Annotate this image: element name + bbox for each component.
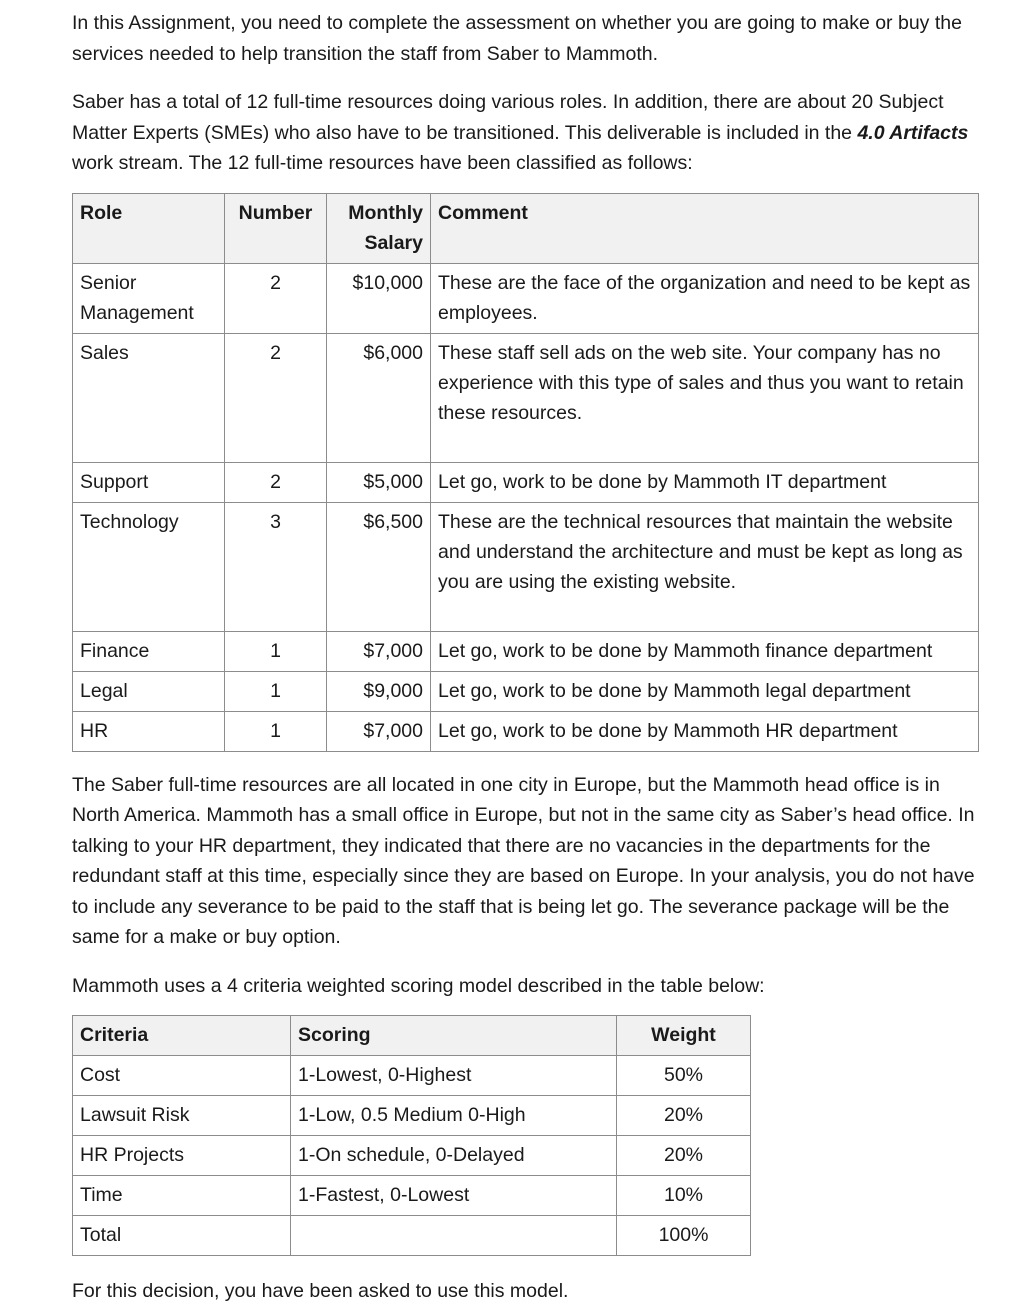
artifacts-emphasis: 4.0 Artifacts [857, 121, 969, 144]
cell-number: 1 [225, 631, 327, 671]
table-row [73, 502, 979, 631]
header-monthly-salary-line1: Monthly [348, 201, 423, 224]
middle-paragraph: The Saber full-time resources are all located in one city in Europe, but the Mammoth head office is in North America. Mammoth has a small office in Europe, but not in the same city as Saber’s head office. In talking to your HR department, they indicated that there are no vacancies in the departments for the redundant staff at this time, especially since they are based on Europe. In your analysis, you do not have to include any severance to be paid to the staff that is being let go. The severance package will be the same for a make or buy option. [72, 773, 975, 948]
cell-salary: $6,000 [327, 333, 431, 462]
cell-criteria: Time [73, 1176, 291, 1216]
cell-number: 2 [225, 333, 327, 462]
cell-salary: $7,000 [327, 711, 431, 751]
cell-weight: 100% [617, 1216, 751, 1256]
table-row [73, 1176, 751, 1216]
intro-paragraph-2-part2: work stream. The 12 full-time resources have been classified as follows: [72, 152, 693, 174]
table-row [73, 711, 979, 751]
cell-scoring [291, 1216, 617, 1256]
table-row [73, 1136, 751, 1176]
cell-role: Senior Management [73, 263, 225, 333]
cell-comment: These are the face of the organization and need to be kept as employees. [431, 263, 979, 333]
cell-salary: $9,000 [327, 671, 431, 711]
header-weight: Weight [617, 1016, 751, 1056]
cell-salary: $5,000 [327, 462, 431, 502]
cell-comment: Let go, work to be done by Mammoth finance department [431, 631, 979, 671]
cell-number: 2 [225, 263, 327, 333]
header-role: Role [73, 193, 225, 263]
cell-weight: 20% [617, 1136, 751, 1176]
cell-weight: 10% [617, 1176, 751, 1216]
table-header-row [73, 1016, 751, 1056]
criteria-table-header [73, 1016, 751, 1056]
header-monthly-salary-line2: Salary [364, 231, 423, 254]
roles-table-body [73, 263, 979, 751]
table-header-row [73, 193, 979, 263]
cell-scoring: 1-On schedule, 0-Delayed [291, 1136, 617, 1176]
cell-criteria: Lawsuit Risk [73, 1096, 291, 1136]
cell-number: 2 [225, 462, 327, 502]
cell-comment: These are the technical resources that maintain the website and understand the architecture and must be kept as long as you are using the existing website. [431, 502, 979, 631]
cell-role: HR [73, 711, 225, 751]
intro-paragraph-2-part1: Saber has a total of 12 full-time resources doing various roles. In addition, there are about 20 Subject Matter Experts (SMEs) who also have to be transitioned. This deliverable is included in the [72, 91, 944, 144]
cell-role: Technology [73, 502, 225, 631]
header-comment: Comment [431, 193, 979, 263]
table-row [73, 263, 979, 333]
cell-comment: Let go, work to be done by Mammoth HR department [431, 711, 979, 751]
intro-paragraph-2 [72, 87, 978, 179]
cell-salary: $6,500 [327, 502, 431, 631]
cell-comment: These staff sell ads on the web site. Your company has no experience with this type of sales and thus you want to retain these resources. [431, 333, 979, 462]
cell-weight: 20% [617, 1096, 751, 1136]
criteria-intro-paragraph: Mammoth uses a 4 criteria weighted scoring model described in the table below: [72, 974, 765, 997]
table-row [73, 462, 979, 502]
table-row [73, 631, 979, 671]
table-row [73, 333, 979, 462]
table-row [73, 1216, 751, 1256]
cell-criteria: Cost [73, 1056, 291, 1096]
cell-role: Legal [73, 671, 225, 711]
criteria-table [72, 1015, 751, 1256]
table-row [73, 1056, 751, 1096]
closing-paragraph: For this decision, you have been asked to use this model. [72, 1280, 569, 1302]
header-scoring: Scoring [291, 1016, 617, 1056]
cell-role: Sales [73, 333, 225, 462]
cell-criteria: HR Projects [73, 1136, 291, 1176]
cell-criteria: Total [73, 1216, 291, 1256]
header-number: Number [225, 193, 327, 263]
cell-role: Finance [73, 631, 225, 671]
cell-number: 1 [225, 711, 327, 751]
table-row [73, 1096, 751, 1136]
cell-role: Support [73, 462, 225, 502]
header-criteria: Criteria [73, 1016, 291, 1056]
criteria-table-body [73, 1056, 751, 1256]
cell-scoring: 1-Fastest, 0-Lowest [291, 1176, 617, 1216]
roles-table [72, 193, 979, 752]
cell-scoring: 1-Lowest, 0-Highest [291, 1056, 617, 1096]
cell-comment: Let go, work to be done by Mammoth legal department [431, 671, 979, 711]
roles-table-header [73, 193, 979, 263]
intro-paragraph-1: In this Assignment, you need to complete the assessment on whether you are going to make or buy the services needed to help transition the staff from Saber to Mammoth. [72, 12, 962, 65]
cell-scoring: 1-Low, 0.5 Medium 0-High [291, 1096, 617, 1136]
cell-weight: 50% [617, 1056, 751, 1096]
cell-salary: $10,000 [327, 263, 431, 333]
cell-salary: $7,000 [327, 631, 431, 671]
cell-comment: Let go, work to be done by Mammoth IT department [431, 462, 979, 502]
cell-number: 3 [225, 502, 327, 631]
cell-number: 1 [225, 671, 327, 711]
header-monthly-salary [327, 193, 431, 263]
table-row [73, 671, 979, 711]
